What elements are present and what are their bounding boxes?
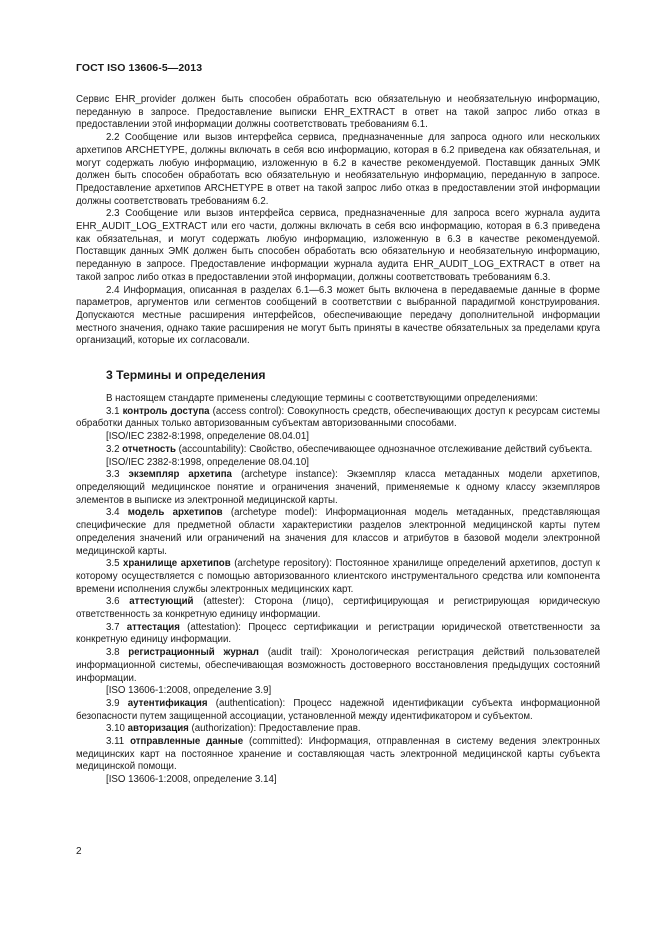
term-reference: [ISO/IEC 2382-8:1998, определение 08.04.01] <box>106 431 309 443</box>
term-definition: (accountability): Свойство, обеспечивающее однозначное отслеживание действий субъекта. <box>178 443 593 455</box>
term-definition: (archetype instance): Экземпляр класса метаданных модели архетипов, определяющий медицинское понятие и ограничения значений, применяемые к одному классу экземпляров элементов в выписке из электронной медицинской карты. <box>76 469 600 506</box>
term-number: 3.7 <box>106 621 120 633</box>
paragraph: 2.4 Информация, описанная в разделах 6.1—6.3 может быть включена в передаваемые данные в форме параметров, аргументов или сегментов сообщений в соответствии с выбранной парадигмой конструирования. Допускаются местные расширения интерфейсов, обеспечивающие передачу дополнительной информации местного значения, однако такие расширения не могут быть приняты в качестве обязательных за пределами круга организаций, которые их согласовали. <box>76 284 600 347</box>
paragraph: Сервис EHR_provider должен быть способен обработать всю обязательную и необязательную информацию, переданную в запросе. Предоставление выписки EHR_EXTRACT в ответ на такой запрос либо отказ в предоставлении этой информации должны соответствовать требованиям 6.1. <box>76 94 600 131</box>
term-name: авторизация <box>127 723 189 735</box>
term-reference: [ISO 13606-1:2008, определение 3.14] <box>106 774 277 786</box>
term-definition: (attestation): Процесс сертификации и регистрации юридической ответственности за конкретную единицу информации. <box>76 621 600 646</box>
page-number: 2 <box>76 846 82 857</box>
term-entry <box>76 622 600 647</box>
paragraph: 2.3 Сообщение или вызов интерфейса сервиса, предназначенные для запроса всего журнала аудита EHR_AUDIT_LOG_EXTRACT или его части, должны включать в себя всю информацию, которая в 6.3 приведена как обязательная, и могут содержать любую информацию, изложенную в 6.3 в качестве рекомендуемой. Поставщик данных ЭМК должен быть способен обработать всю обязательную и необязательную информацию, переданную в запросе. Предоставление информации журнала аудита EHR_AUDIT_LOG_EXTRACT в ответ на такой запрос либо отказ в предоставлении этой информации, должны соответствовать требованиям 6.3. <box>76 208 600 283</box>
term-number: 3.3 <box>106 469 120 481</box>
term-name: аттестующий <box>129 596 194 608</box>
term-entry <box>76 698 600 723</box>
term-definition: (audit trail): Хронологическая регистрация действий пользователей информационной системы, обеспечивающая возможность достоверного восстановления предыдущих состояний информации. <box>76 647 600 684</box>
term-definition: (attester): Сторона (лицо), сертифицирующая и регистрирующая юридическую ответственность за конкретную единицу информации. <box>76 596 601 621</box>
term-definition: (authentication): Процесс надежной идентификации субъекта информационной безопасности путем защищенной ассоциации, установленной между идентификатором и субъектом. <box>76 697 600 722</box>
term-entry <box>76 596 600 621</box>
term-number: 3.1 <box>106 405 120 417</box>
term-definition: (archetype repository): Постоянное хранилище определений архетипов, доступ к которому осуществляется с помощью авторизованного клиентского инструментального средства или компонента времени исполнения службы электронных медицинских карт. <box>76 558 600 595</box>
term-entry <box>76 736 600 774</box>
term-definition: (committed): Информация, отправленная в систему ведения электронных медицинских карт на постоянное хранение и составляющая часть электронной медицинской карты субъекта медицинской помощи. <box>76 736 600 773</box>
term-name: контроль доступа <box>122 405 210 417</box>
term-entry <box>76 558 600 596</box>
document-header: ГОСТ ISO 13606-5—2013 <box>76 62 203 74</box>
term-name: отправленные данные <box>130 736 244 748</box>
term-number: 3.6 <box>106 596 120 608</box>
term-number: 3.5 <box>106 558 120 570</box>
term-name: регистрационный журнал <box>128 647 259 659</box>
term-name: отчетность <box>122 443 176 455</box>
term-entry <box>76 507 600 558</box>
term-number: 3.8 <box>106 647 120 659</box>
page-content <box>76 94 600 787</box>
term-number: 3.11 <box>106 736 125 748</box>
term-definition: (authorization): Предоставление прав. <box>191 723 361 735</box>
term-reference: [ISO/IEC 2382-8:1998, определение 08.04.10] <box>106 456 309 468</box>
term-number: 3.9 <box>106 697 120 709</box>
term-entry <box>76 444 600 457</box>
paragraph: 2.2 Сообщение или вызов интерфейса сервиса, предназначенные для запроса одного или нескольких архетипов ARCHETYPE, должны включать в себя всю информацию, которая в 6.2 приведена как обязательная, и могут содержать любую информацию, изложенную в 6.2 в качестве рекомендуемой. Поставщик данных ЭМК должен быть способен обработать всю обязательную и необязательную информацию, переданную в запросе. Предоставление архетипов ARCHETYPE в ответ на такой запрос либо отказ в предоставлении этой информации должны соответствовать требованиям 6.2. <box>76 132 600 207</box>
section-heading: 3 Термины и определения <box>106 368 266 383</box>
term-number: 3.10 <box>106 723 125 735</box>
term-number: 3.4 <box>106 507 120 519</box>
term-number: 3.2 <box>106 443 120 455</box>
term-name: экземпляр архетипа <box>128 469 232 481</box>
term-entry <box>76 469 600 507</box>
term-entry <box>76 647 600 685</box>
term-entry <box>76 406 600 431</box>
term-definition: (archetype model): Информационная модель метаданных, представляющая специфические для предметной области характеристики разделов электронной медицинской карты путем определения значений или ограничений на значения для классов и атрибутов в базовой модели электронной медицинской карты. <box>76 507 600 557</box>
term-name: аутентификация <box>127 697 208 709</box>
term-definition: (access control): Совокупность средств, обеспечивающих доступ к ресурсам системы обработки данных только авторизованным субъектам авторизованными способами. <box>76 405 600 430</box>
term-reference: [ISO 13606-1:2008, определение 3.9] <box>106 685 272 697</box>
term-name: модель архетипов <box>127 507 223 519</box>
term-name: аттестация <box>126 621 180 633</box>
terms-list <box>76 406 600 787</box>
term-entry <box>76 723 600 736</box>
section-lead: В настоящем стандарте применены следующие термины с соответствующими определениями: <box>106 393 538 405</box>
term-name: хранилище архетипов <box>122 558 231 570</box>
